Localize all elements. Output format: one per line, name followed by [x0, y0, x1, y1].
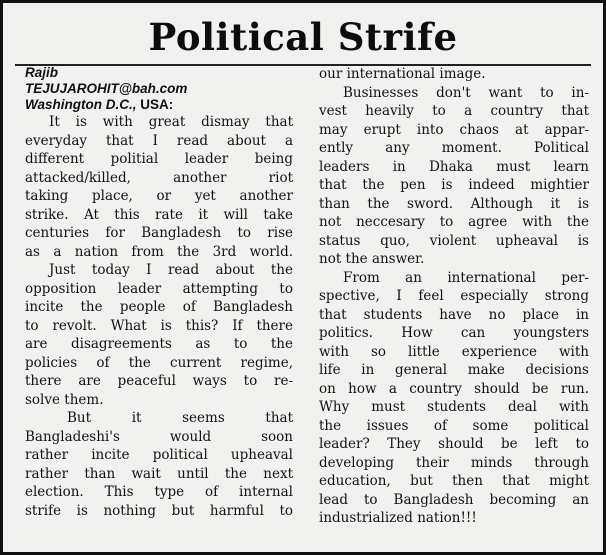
- body-line: It is with great dismay that: [49, 114, 293, 130]
- body-line: Businesses don't want to in-: [343, 84, 589, 101]
- body-line: attacked/killed, another riot: [25, 169, 293, 186]
- body-line: policies of the current regime,: [25, 354, 293, 371]
- author-location: [25, 97, 293, 113]
- body-line: status quo, violent upheaval is: [319, 232, 589, 249]
- body-line: opposition leader attempting to: [25, 280, 293, 297]
- body-line: that the pen is indeed mightier: [319, 177, 589, 193]
- author-email: TEJUJAROHIT@bah.com: [25, 81, 188, 96]
- author-name: Rajib: [25, 65, 59, 80]
- body-line: with so little experience with: [319, 343, 589, 360]
- body-line: Bangladeshi's would soon: [25, 428, 293, 445]
- body-line: strike. At this rate it will take: [25, 206, 293, 223]
- body-line: incite the people of Bangladesh: [25, 299, 293, 315]
- body-line: industrialized nation!!!: [319, 510, 477, 526]
- body-line: are disagreements as to the: [25, 336, 293, 352]
- body-line: education, but then that might: [319, 473, 589, 489]
- body-line: spective, I feel especially strong: [319, 288, 589, 304]
- body-line: politics. How can youngsters: [319, 325, 589, 341]
- right-column: [319, 65, 589, 528]
- body-line: not the answer.: [319, 251, 425, 267]
- author-city: Washington D.C.,: [25, 97, 137, 112]
- body-line: rather than wait until the next: [25, 465, 293, 482]
- body-line: Why must students deal with: [319, 399, 589, 415]
- body-line: leaders in Dhaka must learn: [319, 158, 589, 175]
- body-line: From an international per-: [343, 269, 589, 286]
- body-line: there are peaceful ways to re-: [25, 373, 293, 389]
- body-line: ently any moment. Political: [319, 140, 589, 156]
- body-line: taking place, or yet another: [25, 188, 293, 204]
- body-line: strife is nothing but harmful to: [25, 502, 293, 519]
- body-line: election. This type of internal: [25, 484, 293, 500]
- body-line: our international image.: [319, 66, 486, 82]
- body-line: the issues of some political: [319, 417, 589, 434]
- body-line: rather incite political upheaval: [25, 447, 293, 463]
- body-line: different politial leader being: [25, 151, 293, 167]
- body-line: not neccesary to agree with the: [319, 214, 589, 230]
- body-line: centuries for Bangladesh to rise: [25, 225, 293, 241]
- body-line: life in general make decisions: [319, 362, 589, 378]
- body-line: Just today I read about the: [49, 262, 293, 278]
- body-line: may erupt into chaos at appar-: [319, 121, 589, 138]
- body-line: developing their minds through: [319, 454, 589, 471]
- left-column: [25, 65, 293, 520]
- author-country: USA:: [140, 97, 174, 112]
- body-line: on how a country should be run.: [319, 380, 589, 397]
- body-line: that students have no place in: [319, 306, 589, 323]
- body-line: everyday that I read about a: [25, 132, 293, 149]
- body-line: as a nation from the 3rd world.: [25, 243, 293, 260]
- body-line: solve them.: [25, 391, 104, 408]
- body-line: to revolt. What is this? If there: [25, 317, 293, 334]
- body-line: than the sword. Although it is: [319, 195, 589, 212]
- body-line: But it seems that: [67, 410, 293, 426]
- body-line: vest heavily to a country that: [319, 103, 589, 119]
- body-line: lead to Bangladesh becoming an: [319, 491, 589, 508]
- body-line: leader? They should be left to: [319, 436, 589, 452]
- article-title: Political Strife: [148, 15, 458, 59]
